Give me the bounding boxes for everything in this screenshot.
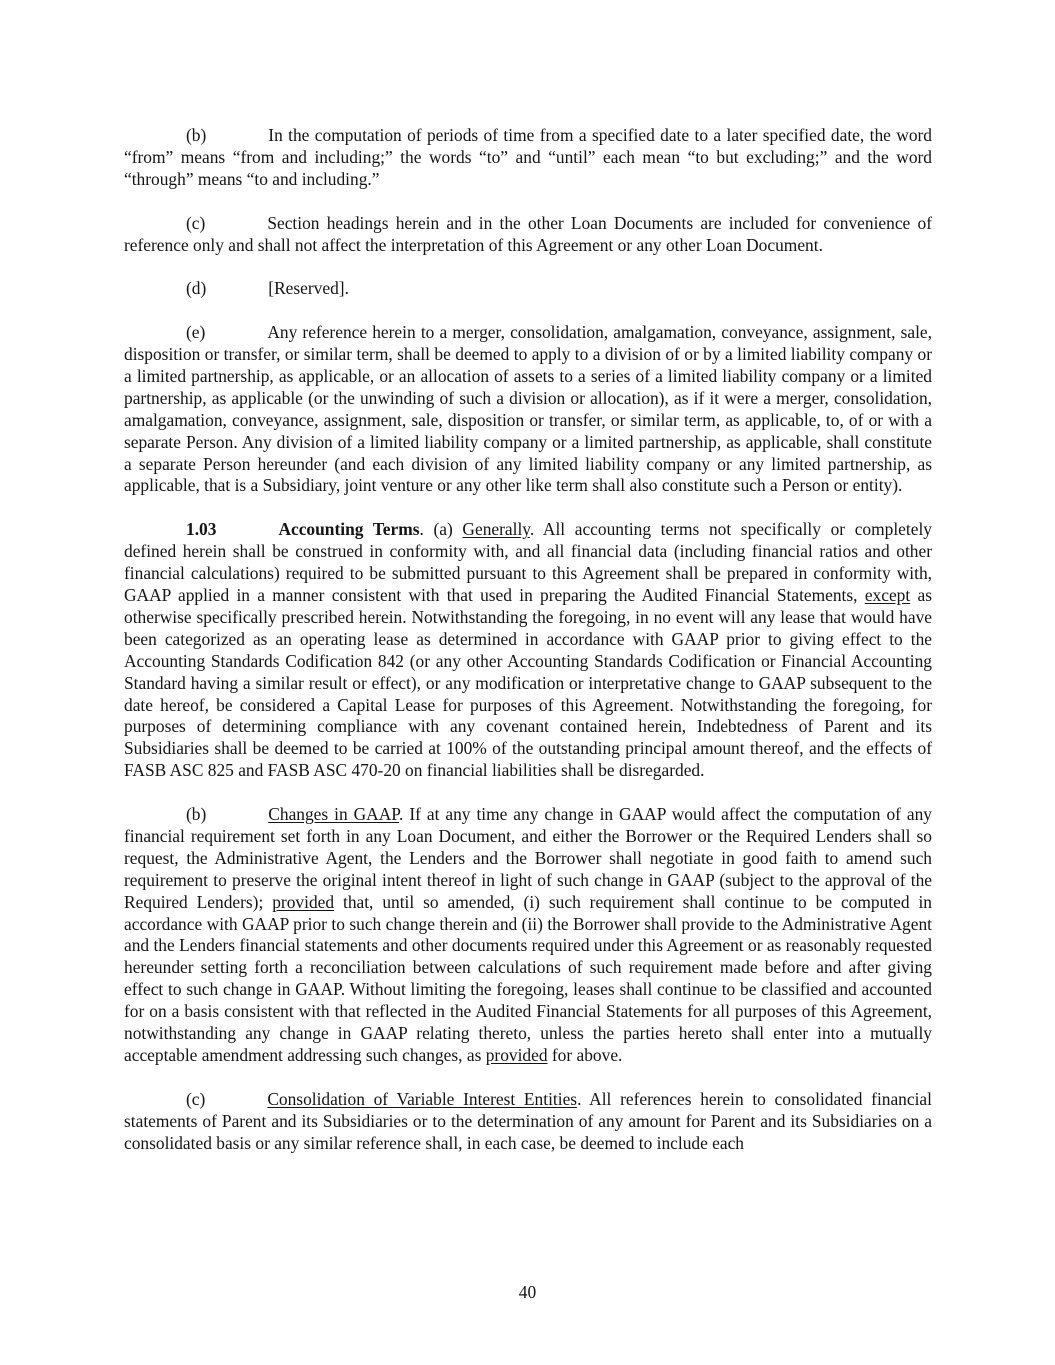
paragraph-label: (e) — [186, 322, 206, 343]
document-page — [124, 125, 932, 1176]
paragraph-text: for above. — [551, 1044, 623, 1065]
section-number: 1.03 — [186, 519, 217, 540]
paragraph-consolidation-vie: (c) Consolidation of Variable Interest Entities. All references herein to consolidated financial statements of Parent and its Subsidiaries or to the determination of any amount for Parent and its Subsidiaries on a consolidated basis or any similar reference shall, in each case, be deemed to include each — [124, 1088, 932, 1153]
paragraph-text: Section headings herein and in the other Loan Documents are included for convenience of reference only and shall not affect the interpretation of this Agreement or any other Loan Document. — [124, 212, 932, 255]
paragraph-c — [124, 213, 932, 257]
paragraph-label: (c) — [186, 1088, 206, 1109]
paragraph-text: [Reserved]. — [268, 278, 349, 299]
paragraph-text: All references herein to consolidated financial statements of Parent and its Subsidiaries or to the determination of any amount for Parent and its Subsidiaries on a consolidated basis or any similar reference shall, in each case, be deemed to include each — [124, 1088, 932, 1153]
subsection-label: (a) — [433, 519, 453, 540]
paragraph-text: that, until so amended, (i) such requirement shall continue to be computed in accordance with GAAP prior to such change therein and (ii) the Borrower shall provide to the Administrative Agent and the Lenders financial statements and other documents required under this Agreement or as reasonably requested hereunder setting forth a reconciliation between calculations of such requirement made before and after giving effect to such change in GAAP. Without limiting the foregoing, leases shall continue to be classified and accounted for on a basis consistent with that reflected in the Audited Financial Statements for all purposes of this Agreement, notwithstanding any change in GAAP relating thereto, unless the parties hereto shall enter into a mutually acceptable amendment addressing such changes, as — [124, 891, 932, 1065]
paragraph-d — [124, 278, 932, 300]
paragraph-text: If at any time any change in GAAP would affect the computation of any financial requirement set forth in any Loan Document, and either the Borrower or the Required Lenders shall so request, the Administrative Agent, the Lenders and the Borrower shall negotiate in good faith to amend such requirement to preserve the original intent thereof in light of such change in GAAP (subject to the approval of the Required Lenders); — [124, 804, 932, 912]
paragraph-label: (b) — [186, 125, 207, 145]
subsection-title: Generally — [462, 519, 530, 540]
emphasis-except: except — [864, 584, 911, 605]
paragraph-text: Any reference herein to a merger, consolidation, amalgamation, conveyance, assignment, sale, disposition or transfer, or similar term, shall be deemed to apply to a division of or by a limited liability company or a limited partnership, as applicable, or an allocation of assets to a series of a limited liability company or a limited partnership, as applicable (or the unwinding of such a division or allocation), as if it were a merger, consolidation, amalgamation, conveyance, assignment, sale, disposition or transfer, or similar term, as applicable, to, of or with a separate Person. Any division of a limited liability company or a limited partnership, as applicable, shall constitute a separate Person hereunder (and each division of any limited liability company or any limited partnership, as applicable, that is a Subsidiary, joint venture or any other like term shall also constitute such a Person or entity). — [124, 322, 932, 496]
emphasis-provided: provided — [272, 891, 335, 912]
paragraph-changes-in-gaap: (b) Changes in GAAP. If at any time any change in GAAP would affect the computation of any financial requirement set forth in any Loan Document, and either the Borrower or the Required Lenders shall so request, the Administrative Agent, the Lenders and the Borrower shall negotiate in good faith to amend such requirement to preserve the original intent thereof in light of such change in GAAP (subject to the approval of the Required Lenders); provided that, until so amended, (i) such requirement shall continue to be computed in accordance with GAAP prior to such change therein and (ii) the Borrower shall provide to the Administrative Agent and the Lenders financial statements and other documents required under this Agreement or as reasonably requested hereunder setting forth a reconciliation between calculations of such requirement made before and after giving effect to such change in GAAP. Without limiting the foregoing, leases shall continue to be classified and accounted for on a basis consistent with that reflected in the Audited Financial Statements for all purposes of this Agreement, notwithstanding any change in GAAP relating thereto, unless the parties hereto shall enter into a mutually acceptable amendment addressing such changes, as provided for above. — [124, 804, 932, 1065]
subsection-title: Changes in GAAP — [268, 804, 400, 825]
paragraph-text: All accounting terms not specifically or completely defined herein shall be construed in conformity with, and all financial data (including financial ratios and other financial calculations) required to be submitted pursuant to this Agreement shall be prepared in conformity with, GAAP applied in a manner consistent with that used in preparing the Audited Financial Statements, — [124, 519, 932, 605]
section-title: Accounting Terms — [278, 519, 420, 540]
paragraph-label: (b) — [186, 804, 207, 825]
emphasis-provided: provided — [485, 1044, 548, 1065]
subsection-title: Consolidation of Variable Interest Entities — [267, 1088, 578, 1109]
paragraph-label: (c) — [186, 212, 206, 233]
paragraph-e — [124, 322, 932, 497]
section-1-03-accounting-terms: 1.03 Accounting Terms. (a) Generally. All accounting terms not specifically or completely defined herein shall be construed in conformity with, and all financial data (including financial ratios and other financial calculations) required to be submitted pursuant to this Agreement shall be prepared in conformity with, GAAP applied in a manner consistent with that used in preparing the Audited Financial Statements, except as otherwise specifically prescribed herein. Notwithstanding the foregoing, in no event will any lease that would have been categorized as an operating lease as determined in accordance with GAAP prior to giving effect to the Accounting Standards Codification 842 (or any other Accounting Standards Codification or Financial Accounting Standard having a similar result or effect), or any modification or interpretative change to GAAP subsequent to the date hereof, be considered a Capital Lease for purposes of this Agreement. Notwithstanding the foregoing, for purposes of determining compliance with any covenant contained herein, Indebtedness of Parent and its Subsidiaries shall be deemed to be carried at 100% of the outstanding principal amount thereof, and the effects of FASB ASC 825 and FASB ASC 470-20 on financial liabilities shall be disregarded. — [124, 519, 932, 781]
paragraph-b — [124, 125, 932, 191]
paragraph-text: as otherwise specifically prescribed herein. Notwithstanding the foregoing, in no event will any lease that would have been categorized as an operating lease as determined in accordance with GAAP prior to giving effect to the Accounting Standards Codification 842 (or any other Accounting Standards Codification or Financial Accounting Standard having a similar result or effect), or any modification or interpretative change to GAAP subsequent to the date hereof, be considered a Capital Lease for purposes of this Agreement. Notwithstanding the foregoing, for purposes of determining compliance with any covenant contained herein, Indebtedness of Parent and its Subsidiaries shall be deemed to be carried at 100% of the outstanding principal amount thereof, and the effects of FASB ASC 825 and FASB ASC 470-20 on financial liabilities shall be disregarded. — [124, 584, 932, 781]
paragraph-label: (d) — [186, 278, 207, 299]
page-number: 40 — [518, 1282, 537, 1302]
paragraph-text: In the computation of periods of time from a specified date to a later specified date, the word “from” means “from and including;” the words “to” and “until” each mean “to but excluding;” and the word “through” means “to and including.” — [124, 125, 932, 189]
